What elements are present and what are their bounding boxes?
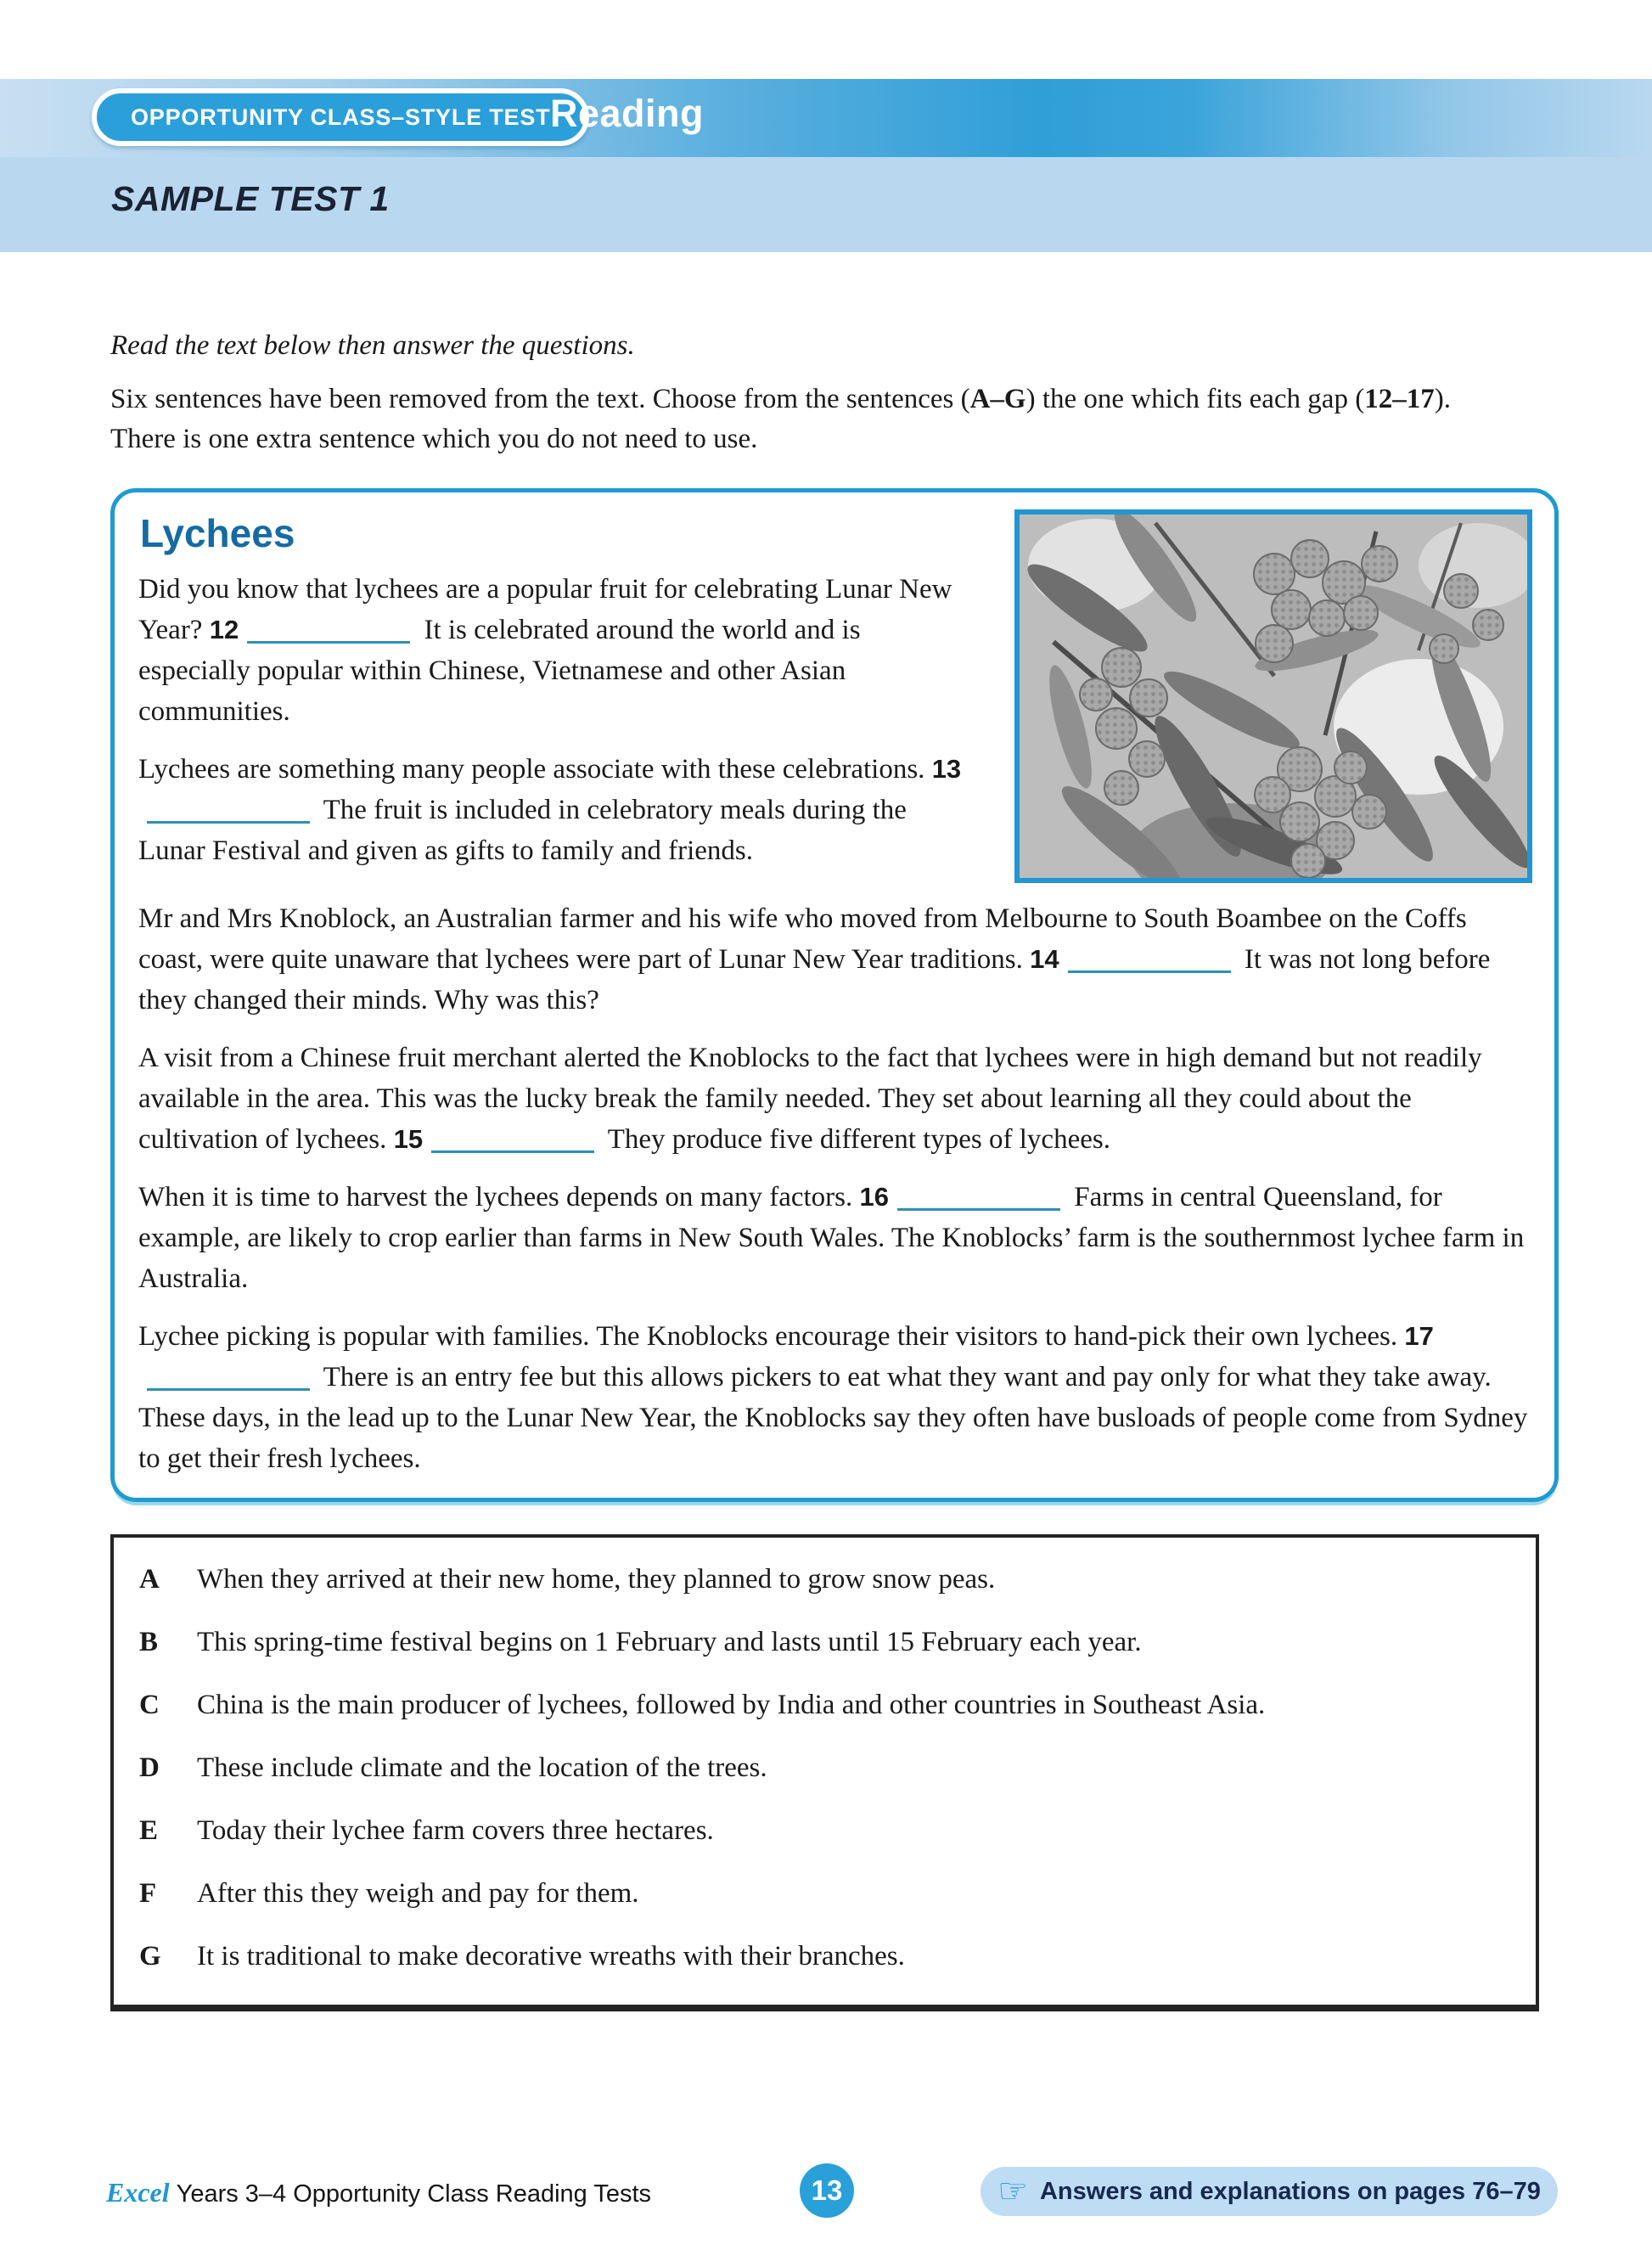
gap-blank-16 (897, 1201, 1060, 1211)
passage-box (110, 488, 1559, 1502)
header-sub-band (0, 157, 1652, 252)
sample-test-title: SAMPLE TEST 1 (111, 179, 390, 218)
passage-title: Lychees (140, 511, 295, 555)
option-row-A (139, 1565, 1514, 1594)
passage-paragraph-5: When it is time to harvest the lychees depends on many factors. 16 Farms in central Queensland, for example, are likely to crop earlier than farms in New South Wales. The Knoblocks’ farm is the southernmost lychee farm in Australia. (138, 1182, 1525, 1294)
bold-text: 12–17 (1364, 384, 1435, 414)
option-row-D (139, 1753, 1514, 1782)
option-letter-C: C (139, 1690, 160, 1720)
gap-number-14: 14 (1030, 944, 1059, 974)
gap-blank-14 (1068, 964, 1231, 973)
test-type-badge-label: OPPORTUNITY CLASS–STYLE TEST (131, 104, 551, 130)
book-series-title: Years 3–4 Opportunity Class Reading Tests (176, 2180, 652, 2208)
book-title-line (106, 2177, 651, 2208)
gap-number-17: 17 (1404, 1321, 1434, 1351)
option-letter-E: E (139, 1815, 159, 1846)
passage-paragraph-2: Lychees are something many people associate with these celebrations. 13 The fruit is included in celebratory meals during the Lunar Festival and given as gifts to family and friends. (138, 754, 962, 866)
option-row-G (139, 1942, 1514, 1971)
lychee-photo-illustration (1020, 515, 1527, 878)
lychee-tree-photo (1014, 509, 1532, 883)
gap-number-13: 13 (931, 754, 962, 784)
answers-reference-text: Answers and explanations on pages 76–79 (1039, 2177, 1541, 2205)
option-row-C (139, 1690, 1514, 1719)
option-letter-D: D (139, 1752, 160, 1783)
option-letter-F: F (139, 1878, 157, 1909)
page-content (110, 252, 1559, 2011)
option-text-A: When they arrived at their new home, they planned to grow snow peas. (197, 1564, 996, 1595)
section-title: Reading (550, 92, 705, 135)
gap-blank-12 (247, 634, 410, 644)
passage-paragraph-6: Lychee picking is popular with families. The Knoblocks encourage their visitors to hand-pick their own lychees. 17 There is an entry fee but this allows pickers to eat what they want and pay only for what they take away. These days, in the lead up to the Lunar New Year, the Knoblocks say they often have busloads of people come from Sydney to get their fresh lychees. (138, 1321, 1528, 1474)
passage-paragraph-4: A visit from a Chinese fruit merchant alerted the Knoblocks to the fact that lychees were in high demand but not readily available in the area. This was the lucky break the family needed. They set about learning all they could about the cultivation of lychees. 15 They produce five different types of lychees. (138, 1043, 1482, 1155)
option-row-E (139, 1816, 1514, 1845)
page-footer (0, 2162, 1652, 2223)
gap-number-16: 16 (859, 1182, 889, 1212)
gap-number-12: 12 (209, 615, 239, 644)
gap-blank-13 (147, 814, 310, 824)
passage-paragraph-1: Did you know that lychees are a popular fruit for celebrating Lunar New Year? 12 It is celebrated around the world and is especially popular within Chinese, Vietnamese and other Asian communities. (138, 574, 952, 727)
brand-logo-text: Excel (106, 2177, 170, 2208)
option-row-B (139, 1628, 1514, 1657)
gap-number-15: 15 (393, 1124, 424, 1154)
instructions-intro: Read the text below then answer the questions. (110, 330, 635, 361)
option-letter-B: B (139, 1627, 159, 1657)
option-text-C: China is the main producer of lychees, followed by India and other countries in Southeast Asia. (197, 1690, 1266, 1720)
option-text-E: Today their lychee farm covers three hectares. (197, 1815, 714, 1846)
option-text-F: After this they weigh and pay for them. (197, 1878, 639, 1909)
option-letter-A: A (139, 1564, 160, 1595)
header-gradient-band (0, 79, 1652, 157)
option-text-B: This spring-time festival begins on 1 February and lasts until 15 February each year. (197, 1627, 1142, 1657)
option-text-D: These include climate and the location of the trees. (197, 1752, 767, 1783)
option-row-F (139, 1879, 1514, 1908)
options-box (110, 1534, 1539, 2011)
gap-blank-17 (147, 1381, 310, 1391)
gap-blank-15 (431, 1144, 594, 1153)
page-number-badge: 13 (800, 2163, 854, 2218)
bold-text: A–G (969, 384, 1026, 414)
passage-paragraph-3: Mr and Mrs Knoblock, an Australian farmer and his wife who moved from Melbourne to South Boambee on the Coffs coast, were quite unaware that lychees were part of Lunar New Year traditions. 14 It was not long before they changed their minds. Why was this? (138, 903, 1491, 1015)
option-text-G: It is traditional to make decorative wreaths with their branches. (197, 1941, 905, 1972)
pointing-hand-icon: ☞ (997, 2172, 1028, 2211)
option-letter-G: G (139, 1941, 161, 1972)
instructions-task: Six sentences have been removed from the text. Choose from the sentences (A–G) the one which fits each gap (12–17). There is one extra sentence which you do not need to use. (110, 384, 1451, 454)
test-type-badge (92, 88, 589, 146)
answers-reference-pill (981, 2167, 1558, 2216)
